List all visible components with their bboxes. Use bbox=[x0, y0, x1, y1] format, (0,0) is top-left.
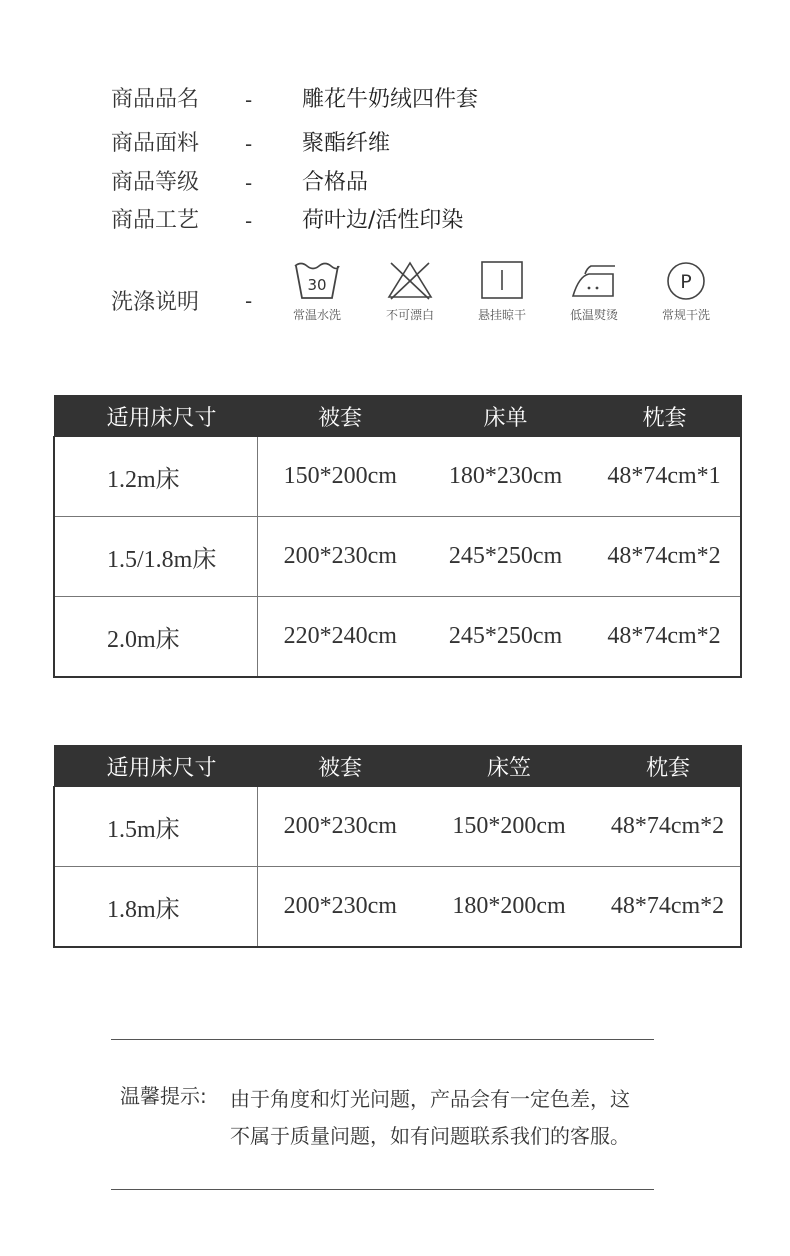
cell-duvet-cover: 200*230cm bbox=[257, 787, 423, 867]
header-bed-size: 适用床尺寸 bbox=[54, 746, 257, 787]
attr-row-fabric bbox=[0, 129, 790, 159]
header-bed-sheet: 床单 bbox=[423, 396, 588, 437]
wash-label: 洗涤说明 bbox=[111, 290, 200, 315]
attr-dash: - bbox=[245, 209, 253, 233]
attr-label: 商品等级 bbox=[111, 170, 200, 195]
attr-dash: - bbox=[245, 88, 253, 112]
line-dry-caption: 悬挂晾干 bbox=[477, 308, 526, 322]
cell-duvet-cover: 150*200cm bbox=[257, 437, 423, 517]
table-row bbox=[54, 867, 741, 948]
cell-pillowcase: 48*74cm*2 bbox=[595, 787, 741, 867]
cell-duvet-cover: 200*230cm bbox=[257, 867, 423, 948]
no-bleach-caption: 不可漂白 bbox=[385, 308, 434, 322]
tip-line: 由于角度和灯光问题，产品会有一定色差，这 bbox=[230, 1087, 630, 1111]
wash-30-number: 30 bbox=[307, 276, 327, 294]
header-pillowcase: 枕套 bbox=[588, 396, 741, 437]
cell-bed-size: 1.5/1.8m床 bbox=[54, 517, 257, 597]
dry-clean-item bbox=[646, 260, 726, 323]
tip-text bbox=[230, 1081, 650, 1155]
header-bed-size: 适用床尺寸 bbox=[54, 396, 257, 437]
table-row bbox=[54, 787, 741, 867]
attr-value: 聚酯纤维 bbox=[302, 131, 391, 156]
line-dry-icon bbox=[477, 260, 527, 300]
attr-row-name bbox=[0, 85, 790, 115]
attr-value: 荷叶边/活性印染 bbox=[302, 208, 464, 233]
header-duvet-cover: 被套 bbox=[257, 746, 423, 787]
divider-top bbox=[111, 1039, 654, 1040]
cell-duvet-cover: 220*240cm bbox=[257, 597, 423, 678]
wash-30-icon bbox=[292, 260, 342, 300]
attr-value: 合格品 bbox=[302, 170, 369, 195]
header-duvet-cover: 被套 bbox=[257, 396, 423, 437]
cell-pillowcase: 48*74cm*2 bbox=[588, 517, 741, 597]
table-row bbox=[54, 597, 741, 678]
table-row bbox=[54, 517, 741, 597]
low-iron-item bbox=[554, 260, 634, 323]
wash-30-item bbox=[277, 260, 357, 323]
cell-pillowcase: 48*74cm*2 bbox=[595, 867, 741, 948]
attr-label: 商品品名 bbox=[111, 87, 200, 112]
cell-bed-size: 1.8m床 bbox=[54, 867, 257, 948]
low-iron-caption: 低温熨烫 bbox=[569, 308, 618, 322]
divider-bottom bbox=[111, 1189, 654, 1190]
attr-row-grade bbox=[0, 168, 790, 198]
attr-row-craft bbox=[0, 206, 790, 236]
size-table-sheet bbox=[53, 395, 742, 678]
cell-pillowcase: 48*74cm*2 bbox=[588, 597, 741, 678]
attr-label: 商品面料 bbox=[111, 131, 200, 156]
table-row bbox=[54, 437, 741, 517]
tip-label: 温馨提示: bbox=[120, 1084, 207, 1108]
header-pillowcase: 枕套 bbox=[595, 746, 741, 787]
size-table-fitted bbox=[53, 745, 742, 948]
table-header-row bbox=[54, 396, 741, 437]
tip-line: 不属于质量问题，如有问题联系我们的客服。 bbox=[230, 1124, 630, 1148]
header-fitted-sheet: 床笠 bbox=[423, 746, 595, 787]
attr-label: 商品工艺 bbox=[111, 208, 200, 233]
line-dry-item bbox=[462, 260, 542, 323]
table-header-row bbox=[54, 746, 741, 787]
dry-clean-letter: P bbox=[680, 271, 692, 293]
cell-fitted-sheet: 150*200cm bbox=[423, 787, 595, 867]
low-iron-icon bbox=[569, 260, 619, 300]
wash-30-caption: 常温水洗 bbox=[292, 308, 341, 322]
dry-clean-caption: 常规干洗 bbox=[661, 308, 710, 322]
cell-fitted-sheet: 180*200cm bbox=[423, 867, 595, 948]
cell-bed-sheet: 245*250cm bbox=[423, 597, 588, 678]
cell-bed-sheet: 245*250cm bbox=[423, 517, 588, 597]
dry-clean-p-icon bbox=[661, 260, 711, 300]
no-bleach-item bbox=[370, 260, 450, 323]
cell-bed-size: 1.5m床 bbox=[54, 787, 257, 867]
attr-value: 雕花牛奶绒四件套 bbox=[302, 87, 479, 112]
cell-bed-size: 2.0m床 bbox=[54, 597, 257, 678]
attr-dash: - bbox=[245, 171, 253, 195]
cell-duvet-cover: 200*230cm bbox=[257, 517, 423, 597]
wash-dash: - bbox=[245, 289, 253, 313]
cell-pillowcase: 48*74cm*1 bbox=[588, 437, 741, 517]
cell-bed-size: 1.2m床 bbox=[54, 437, 257, 517]
attr-dash: - bbox=[245, 132, 253, 156]
cell-bed-sheet: 180*230cm bbox=[423, 437, 588, 517]
no-bleach-icon bbox=[385, 260, 435, 300]
